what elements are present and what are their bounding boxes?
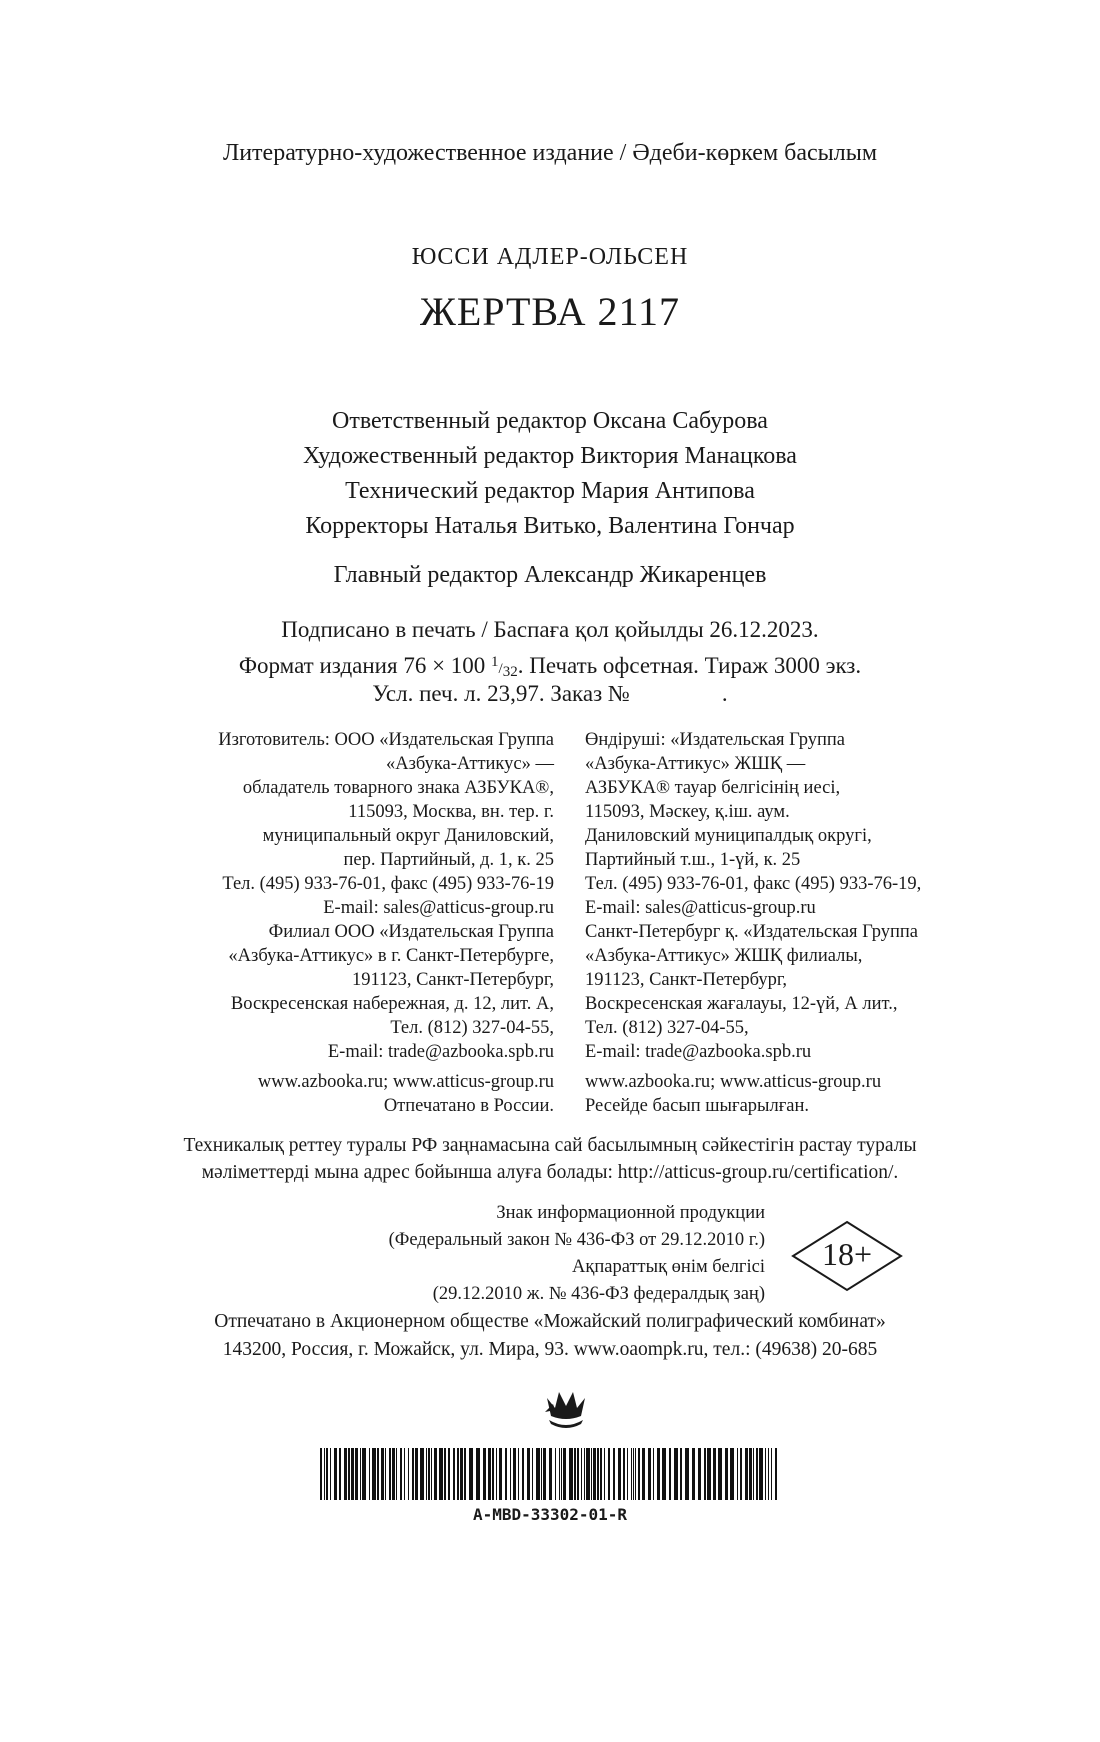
fraction-numerator: 1 — [491, 654, 499, 670]
barcode-bar — [351, 1448, 354, 1500]
web-ru-line: Отпечатано в России. — [383, 1096, 554, 1116]
barcode-bar — [444, 1448, 446, 1500]
barcode-bar — [725, 1448, 728, 1500]
barcode-bar — [753, 1448, 754, 1500]
manufacturer-ru-line: «Азбука-Аттикус» — — [385, 754, 554, 774]
manufacturer-kz-line: АЗБУКА® тауар белгісінің иесі, — [585, 778, 841, 798]
edition-type: Литературно-художественное издание / Әдеби-көркем басылым — [222, 140, 878, 166]
barcode-bar — [483, 1448, 486, 1500]
manufacturer-kz-line: 115093, Мәскеу, қ.іш. аум. — [585, 802, 790, 822]
barcode-bar — [415, 1448, 418, 1500]
barcode-bar — [586, 1448, 590, 1500]
chief-editor: Главный редактор Александр Жикаренцев — [333, 562, 767, 588]
manufacturer-ru-line: Тел. (495) 933-76-01, факс (495) 933-76-19 — [222, 874, 554, 894]
barcode-bar — [618, 1448, 621, 1500]
manufacturer-kz-line: Тел. (495) 933-76-01, факс (495) 933-76-19, — [585, 874, 922, 894]
barcode-bar — [492, 1448, 494, 1500]
barcode-bar — [631, 1448, 632, 1500]
fraction-denominator: 32 — [502, 664, 518, 680]
branch-ru-line: «Азбука-Аттикус» в г. Санкт-Петербурге, — [228, 946, 554, 966]
barcode-bar — [541, 1448, 542, 1500]
order-line: Усл. печ. л. 23,97. Заказ № . — [372, 681, 728, 706]
credit-line: Технический редактор Мария Антипова — [345, 478, 755, 504]
barcode-bar — [591, 1448, 592, 1500]
barcode-bar — [613, 1448, 615, 1500]
barcode-bar — [555, 1448, 556, 1500]
barcode-bar — [648, 1448, 651, 1500]
barcode-bar — [768, 1448, 769, 1500]
barcode-bar — [536, 1448, 540, 1500]
manufacturer-ru-line: муниципальный округ Даниловский, — [262, 826, 554, 846]
barcode-bar — [372, 1448, 376, 1500]
manufacturer-ru-line: обладатель товарного знака АЗБУКА®, — [242, 778, 554, 798]
info-sign-line: (29.12.2010 ж. № 436-ФЗ федералдық заң) — [432, 1284, 765, 1304]
branch-kz-line: Санкт-Петербург қ. «Издательская Группа — [585, 922, 918, 942]
barcode-bar — [460, 1448, 463, 1500]
barcode-bar — [638, 1448, 640, 1500]
age-rating: 18+ — [821, 1236, 873, 1272]
barcode-bar — [348, 1448, 350, 1500]
barcode-bar — [464, 1448, 466, 1500]
barcode-bar — [563, 1448, 566, 1500]
barcode-bar — [635, 1448, 636, 1500]
info-product-sign — [0, 1200, 765, 1308]
branch-ru-line: Воскресенская набережная, д. 12, лит. А, — [230, 994, 554, 1014]
barcode-bar — [584, 1448, 585, 1500]
format-prefix: Формат издания 76 × 100 — [238, 653, 492, 678]
barcode-bar — [453, 1448, 455, 1500]
barcode-bar — [633, 1448, 634, 1500]
web-kz-line: www.azbooka.ru; www.atticus-group.ru — [585, 1072, 882, 1092]
barcode-bar — [510, 1448, 511, 1500]
manufacturer-ru-line: 115093, Москва, вн. тер. г. — [348, 802, 554, 822]
barcode-bar — [756, 1448, 758, 1500]
web-kz-line: Ресейде басып шығарылған. — [585, 1096, 810, 1116]
barcode-bar — [360, 1448, 361, 1500]
barcode-bar — [604, 1448, 605, 1500]
branch-kz — [585, 920, 918, 1064]
barcode-bar — [608, 1448, 610, 1500]
barcode-bar — [543, 1448, 546, 1500]
manufacturer-ru-line: E-mail: sales@atticus-group.ru — [323, 898, 554, 918]
editorial-credits — [0, 404, 1100, 544]
barcode-bar — [745, 1448, 748, 1500]
barcode-text: A-MBD-33302-01-R — [472, 1505, 628, 1524]
format-line — [0, 646, 1100, 678]
barcode-bar — [476, 1448, 480, 1500]
barcode-bar — [642, 1448, 645, 1500]
barcode-bar — [749, 1448, 752, 1500]
branch-ru-line: 191123, Санкт-Петербург, — [352, 970, 554, 990]
printer-info — [0, 1308, 1100, 1364]
certification-note — [0, 1132, 1100, 1186]
certification-line: Техникалық реттеу туралы РФ заңнамасына сай басылымның сәйкестігін растау туралы — [183, 1135, 917, 1156]
web-ru-line: www.azbooka.ru; www.atticus-group.ru — [257, 1072, 554, 1092]
barcode-bar — [685, 1448, 689, 1500]
barcode-bar — [713, 1448, 716, 1500]
book-title: ЖЕРТВА 2117 — [419, 289, 680, 334]
barcode-bar — [737, 1448, 738, 1500]
barcode-bar — [320, 1448, 322, 1500]
barcode-bar — [369, 1448, 370, 1500]
barcode-bar — [707, 1448, 711, 1500]
branch-kz-line: 191123, Санкт-Петербург, — [585, 970, 787, 990]
barcode-bar — [324, 1448, 325, 1500]
barcode-bar — [426, 1448, 427, 1500]
barcode-bar — [396, 1448, 397, 1500]
credit-line: Корректоры Наталья Витько, Валентина Гончар — [305, 513, 795, 539]
branch-ru — [228, 920, 554, 1064]
barcode-bar — [600, 1448, 602, 1500]
barcode-bar — [339, 1448, 341, 1500]
barcode-bar — [532, 1448, 533, 1500]
barcode-bar — [771, 1448, 772, 1500]
branch-ru-line: Филиал ООО «Издательская Группа — [268, 922, 554, 942]
barcode-bar — [330, 1448, 331, 1500]
barcode-bar — [597, 1448, 599, 1500]
barcode-bar — [381, 1448, 384, 1500]
barcode-bar — [674, 1448, 678, 1500]
web-kz — [585, 1070, 881, 1118]
barcode-bar — [765, 1448, 766, 1500]
barcode-bar — [434, 1448, 437, 1500]
barcode-bar — [759, 1448, 763, 1500]
certification-line: мәліметтерді мына адрес бойынша алуға болады: http://atticus-group.ru/certification/. — [201, 1162, 899, 1183]
barcode-bar — [431, 1448, 432, 1500]
branch-kz-line: E-mail: trade@azbooka.spb.ru — [585, 1042, 812, 1062]
manufacturer-ru-line: пер. Партийный, д. 1, к. 25 — [343, 850, 554, 870]
printer-line: 143200, Россия, г. Можайск, ул. Мира, 93. www.oaompk.ru, тел.: (49638) 20-685 — [222, 1339, 878, 1360]
barcode-bar — [775, 1448, 777, 1500]
barcode-bar — [496, 1448, 497, 1500]
barcode-bar — [400, 1448, 402, 1500]
barcode-bar — [513, 1448, 516, 1500]
barcode-bar — [549, 1448, 552, 1500]
barcode-bar — [740, 1448, 742, 1500]
crown-logo-icon — [543, 1386, 589, 1430]
manufacturer-kz-line: E-mail: sales@atticus-group.ru — [585, 898, 816, 918]
branch-kz-line: Воскресенская жағалауы, 12-үй, А лит., — [585, 994, 898, 1014]
barcode-bar — [669, 1448, 671, 1500]
manufacturer-kz-line: Өндіруші: «Издательская Группа — [585, 730, 845, 750]
barcode-bar — [326, 1448, 328, 1500]
barcode-bar — [392, 1448, 395, 1500]
barcode-bar — [499, 1448, 502, 1500]
branch-ru-line: Тел. (812) 327-04-55, — [390, 1018, 554, 1038]
barcode-bar — [344, 1448, 347, 1500]
credit-line: Ответственный редактор Оксана Сабурова — [332, 408, 768, 434]
barcode-bar — [412, 1448, 414, 1500]
barcode-bar — [457, 1448, 459, 1500]
barcode-bar — [505, 1448, 507, 1500]
barcode-bar — [627, 1448, 628, 1500]
publication-details — [0, 614, 1100, 710]
branch-ru-line: E-mail: trade@azbooka.spb.ru — [327, 1042, 554, 1062]
barcode-bar — [653, 1448, 654, 1500]
barcode-bar — [377, 1448, 379, 1500]
barcode-bar — [420, 1448, 424, 1500]
barcode-bar — [404, 1448, 405, 1500]
barcode-bar — [448, 1448, 450, 1500]
barcode-bar — [559, 1448, 560, 1500]
info-sign-line: (Федеральный закон № 436-ФЗ от 29.12.2010 г.) — [388, 1230, 765, 1250]
manufacturer-ru — [218, 728, 554, 920]
barcode-bar — [577, 1448, 579, 1500]
barcode-bar — [593, 1448, 596, 1500]
credit-line: Художественный редактор Виктория Манацкова — [303, 443, 797, 469]
barcode-bar — [623, 1448, 625, 1500]
barcode-bar — [355, 1448, 358, 1500]
info-sign-line: Знак информационной продукции — [496, 1203, 765, 1223]
barcode-bar — [698, 1448, 701, 1500]
barcode-bar — [522, 1448, 524, 1500]
barcode-bar — [692, 1448, 695, 1500]
barcode-bar — [527, 1448, 530, 1500]
manufacturer-kz — [585, 728, 921, 920]
manufacturer-kz-line: Даниловский муниципалдық округі, — [585, 826, 872, 846]
branch-kz-line: «Азбука-Аттикус» ЖШҚ филиалы, — [585, 946, 863, 966]
barcode-bar — [581, 1448, 582, 1500]
barcode-bar — [385, 1448, 386, 1500]
info-sign-line: Ақпараттық өнім белгісі — [572, 1257, 765, 1277]
barcode-bar — [428, 1448, 430, 1500]
printer-line: Отпечатано в Акционерном обществе «Можайский полиграфический комбинат» — [214, 1311, 886, 1332]
fraction-slash: / — [498, 661, 503, 677]
barcode-bar — [561, 1448, 562, 1500]
manufacturer-ru-line: Изготовитель: ООО «Издательская Группа — [218, 730, 554, 750]
manufacturer-kz-line: Партийный т.ш., 1-үй, к. 25 — [585, 850, 801, 870]
branch-kz-line: Тел. (812) 327-04-55, — [585, 1018, 749, 1038]
format-fraction — [491, 654, 518, 680]
web-ru — [258, 1070, 554, 1118]
barcode-bar — [680, 1448, 682, 1500]
barcode-bar — [662, 1448, 666, 1500]
barcode-bar — [469, 1448, 473, 1500]
barcode-bar — [334, 1448, 337, 1500]
barcode-bar — [718, 1448, 722, 1500]
barcode-bar — [362, 1448, 366, 1500]
barcode-bar — [389, 1448, 391, 1500]
barcode-bar — [574, 1448, 576, 1500]
barcode-bar — [518, 1448, 519, 1500]
barcode-bar — [408, 1448, 409, 1500]
barcode-bar — [439, 1448, 443, 1500]
book-author: ЮССИ АДЛЕР-ОЛЬСЕН — [411, 244, 689, 270]
barcode-bar — [569, 1448, 573, 1500]
manufacturer-kz-line: «Азбука-Аттикус» ЖШҚ — — [585, 754, 806, 774]
barcode-bar — [488, 1448, 491, 1500]
barcode-bar — [704, 1448, 706, 1500]
barcode-icon — [320, 1448, 780, 1500]
signed-to-print: Подписано в печать / Баспаға қол қойылды 26.12.2023. — [281, 617, 819, 642]
barcode-bar — [657, 1448, 660, 1500]
barcode-bar — [730, 1448, 734, 1500]
format-suffix: . Печать офсетная. Тираж 3000 экз. — [517, 653, 862, 678]
